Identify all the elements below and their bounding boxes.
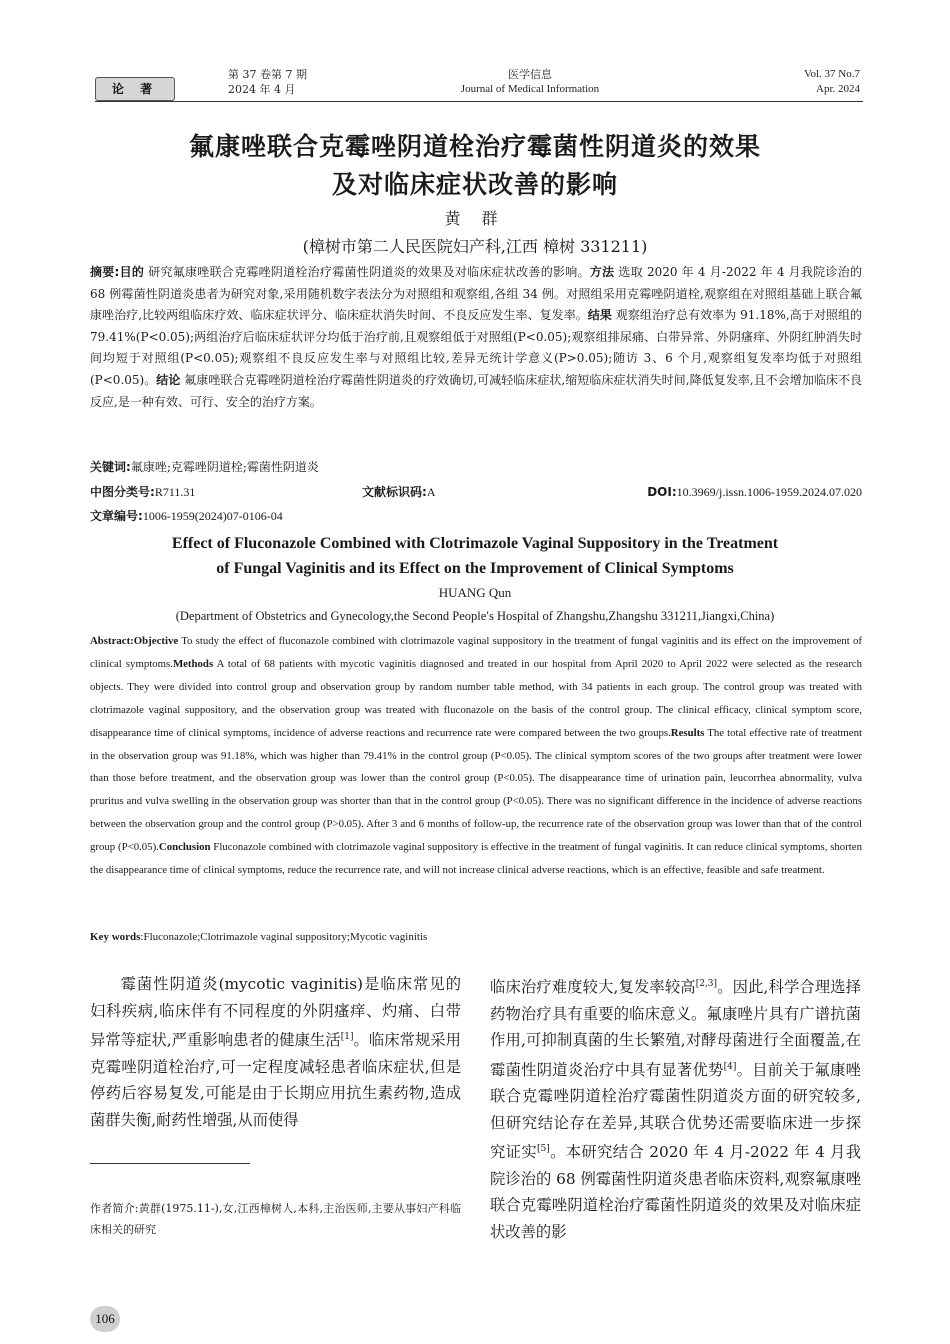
- doc-id-value: A: [426, 485, 436, 499]
- date-cn: 2024 年 4 月: [228, 83, 296, 96]
- methods-label-en: Methods: [172, 657, 214, 670]
- keywords-cn-label: 关键词:: [90, 460, 131, 474]
- results-label-en: Results: [670, 726, 705, 739]
- body-left-column: [90, 971, 461, 1133]
- keywords-en-label: Key words: [90, 931, 141, 943]
- doi: [580, 484, 862, 500]
- doi-value: 10.3969/j.issn.1006-1959.2024.07.020: [676, 485, 862, 499]
- body-left-text-2: 。临床常规采用克霉唑阴道栓治疗,可一定程度减轻患者临床症状,但是停药后容易复发,可能是由于长期应用抗生素药物,造成菌群失衡,耐药性增强,从而使得: [90, 1031, 461, 1129]
- title-en-line2: of Fungal Vaginitis and its Effect on the Improvement of Clinical Symptoms: [216, 560, 734, 577]
- doc-id-label: 文献标识码:: [362, 485, 427, 499]
- title-cn-line2: 及对临床症状改善的影响: [331, 170, 618, 199]
- clc-label: 中图分类号:: [90, 485, 155, 499]
- title-en-line1: Effect of Fluconazole Combined with Clotrimazole Vaginal Suppository in the Treatment: [171, 535, 779, 552]
- journal-en: Journal of Medical Information: [460, 83, 600, 95]
- journal-cn: 医学信息: [508, 68, 552, 81]
- header-volume-en: [700, 67, 860, 97]
- clc-number: [90, 484, 195, 500]
- methods-en: A total of 68 patients with mycotic vaginitis diagnosed and treated in our hospital from April 2020 to April 2022 were selected as the research objects. They were divided into control group and observation group by random number table method, with 34 patients in each group. The control group was treated with clotrimazole vaginal suppository, and the observation group was treated with fluconazole on the basis of the control group. The clinical efficacy, clinical symptom score, disappearance time of clinical symptoms, incidence of adverse reactions and recurrence rate were compared between the two groups.: [90, 657, 862, 739]
- affiliation-en: (Department of Obstetrics and Gynecology,the Second People′s Hospital of Zhangshu,Zhangshu 331211,Jiangxi,China): [175, 609, 775, 623]
- abstract-en-label: Abstract:: [90, 635, 134, 647]
- header-rule: [95, 101, 863, 102]
- results-en: The total effective rate of treatment in the observation group was 91.18%, which was higher than 79.41% in the control group (P<0.05). The clinical symptom scores of the two groups after treatment were lower than those before treatment, and the observation group was lower than the control group (P<0.05). The disappearance time of urination pain, leucorrhea abnormality, vulva pruritus and vulva swelling in the observation group was shorter than that in the control group (P<0.05). There was no significant difference in the incidence of adverse reactions between the observation group and the control group (P>0.05). After 3 and 6 months of follow-up, the recurrence rate of the observation group was lower than that of the control group (P<0.05).: [90, 726, 863, 854]
- objective-label-cn: 目的: [119, 265, 145, 279]
- keywords-cn-value: 氟康唑;克霉唑阴道栓;霉菌性阴道炎: [130, 460, 319, 474]
- date-en: Apr. 2024: [816, 83, 860, 95]
- article-number: [90, 508, 283, 524]
- keywords-en-value: :Fluconazole;Clotrimazole vaginal suppository;Mycotic vaginitis: [140, 931, 428, 943]
- section-tag: 论 著: [95, 77, 175, 101]
- results-label-cn: 结果: [587, 308, 612, 323]
- keywords-cn: [90, 458, 862, 476]
- methods-cn: 选取 2020 年 4 月-2022 年 4 月我院诊治的 68 例霉菌性阴道炎患者为研究对象,采用随机数字表法分为对照组和观察组,各组 34 例。对照组采用克霉唑阴道栓,观察组在对照组基础上联合氟康唑治疗,比较两组临床疗效、临床症状评分、临床症状消失时间、不良反应发生率、复发率。: [90, 265, 862, 323]
- conclusion-cn: 氟康唑联合克霉唑阴道栓治疗霉菌性阴道炎的疗效确切,可减轻临床症状,缩短临床症状消失时间,降低复发率,且不会增加临床不良反应,是一种有效、可行、安全的治疗方案。: [90, 372, 862, 409]
- header-journal: [420, 67, 640, 97]
- document-id: [362, 484, 435, 500]
- results-cn: 观察组治疗总有效率为 91.18%,高于对照组的 79.41%(P<0.05);两组治疗后临床症状评分均低于治疗前,且观察组低于对照组(P<0.05);观察组排尿痛、白带异常、外阴瘙痒、外阴红肿消失时间均短于对照组(P<0.05);观察组不良反应发生率与对照组比较,差异无统计学意义(P>0.05);随访 3、6 个月,观察组复发率均低于对照组(P<0.05)。: [90, 308, 862, 387]
- header-volume-cn: [228, 67, 307, 97]
- article-no-label: 文章编号:: [90, 509, 143, 523]
- conclusion-label-cn: 结论: [156, 372, 181, 387]
- article-no-value: 1006-1959(2024)07-0106-04: [142, 509, 283, 523]
- objective-en: To study the effect of fluconazole combined with clotrimazole vaginal suppository in the treatment of fungal vaginitis and its effect on the improvement of clinical symptoms.: [90, 635, 862, 670]
- body-right-text-3: 。目前关于氟康唑联合克霉唑阴道栓治疗霉菌性阴道炎方面的研究较多,但研究结论存在差异,其联合优势还需要临床进一步探究证实: [490, 1060, 861, 1162]
- reference-4: [4]: [723, 1061, 737, 1072]
- reference-1: [1]: [340, 1032, 354, 1042]
- body-left-text-1: 霉菌性阴道炎(mycotic vaginitis)是临床常见的妇科疾病,临床伴有不同程度的外阴瘙痒、灼痛、白带异常等症状,严重影响患者的健康生活: [90, 975, 461, 1050]
- title-en: [80, 531, 870, 581]
- body-right-text-2: 。因此,科学合理选择药物治疗具有重要的临床意义。氟康唑片具有广谱抗菌作用,可抑制真菌的生长繁殖,对酵母菌进行全面覆盖,在霉菌性阴道炎治疗中具有显著优势: [490, 978, 861, 1079]
- author-en: HUANG Qun: [438, 585, 512, 600]
- affiliation-cn: (樟树市第二人民医院妇产科,江西 樟树 331211): [302, 237, 648, 256]
- volume-en: Vol. 37 No.7: [803, 68, 860, 80]
- keywords-en: [90, 929, 862, 945]
- objective-label-en: Objective: [133, 635, 179, 647]
- body-right-text-1: 临床治疗难度较大,复发率较高: [490, 978, 696, 997]
- author-cn: 黄 群: [444, 209, 506, 228]
- reference-5: [5]: [536, 1144, 550, 1155]
- methods-label-cn: 方法: [589, 265, 615, 279]
- page-number: 106: [90, 1306, 120, 1332]
- abstract-cn-label: 摘要:: [90, 265, 120, 279]
- footnote-rule: [90, 1163, 250, 1164]
- doi-label: DOI:: [647, 485, 677, 499]
- conclusion-label-en: Conclusion: [158, 841, 211, 854]
- conclusion-en: Fluconazole combined with clotrimazole vaginal suppository is effective in the treatment of fungal vaginitis. It can reduce clinical symptoms, shorten the disappearance time of clinical symptoms, reduce the recurrence rate, and will not increase clinical adverse reactions, which is an effective, feasible and safe treatment.: [90, 841, 862, 877]
- body-right-text-4: 。本研究结合 2020 年 4 月-2022 年 4 月我院诊治的 68 例霉菌性阴道炎患者临床资料,观察氟康唑联合克霉唑阴道栓治疗霉菌性阴道炎的效果及对临床症状改善的影: [490, 1143, 861, 1241]
- title-cn: [80, 128, 870, 204]
- volume-cn: 第 37 卷第 7 期: [228, 68, 307, 81]
- title-cn-line1: 氟康唑联合克霉唑阴道栓治疗霉菌性阴道炎的效果: [188, 132, 761, 161]
- body-right-column: [490, 971, 861, 1245]
- reference-2-3: [2,3]: [695, 979, 718, 989]
- clc-value: R711.31: [154, 485, 196, 499]
- author-footnote: 作者简介:黄群(1975.11-),女,江西樟树人,本科,主治医师,主要从事妇产科临床相关的研究: [90, 1202, 461, 1236]
- abstract-en: [90, 630, 862, 882]
- abstract-cn: [90, 262, 862, 413]
- objective-cn: 研究氟康唑联合克霉唑阴道栓治疗霉菌性阴道炎的效果及对临床症状改善的影响。: [144, 265, 590, 279]
